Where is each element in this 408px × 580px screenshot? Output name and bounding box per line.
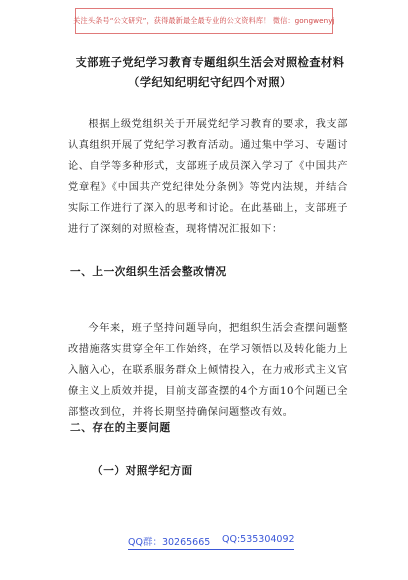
intro-paragraph: 根据上级党组织关于开展党纪学习教育的要求，我支部认真组织开展了党纪学习教育活动。通过集中学习、专题讨论、自学等多种形式，支部班子成员深入学习了《中国共产党章程》《中国共产党纪律处分条例》等党内法规，并结合实际工作进行了深入的思考和讨论。在此基础上，支部班子进行了深刻的对照检查，现将情况汇报如下： [68, 119, 348, 235]
section-heading-2: 二、存在的主要问题 [70, 422, 171, 434]
footer-underline [128, 549, 294, 550]
banner-text: 关注头条号“公文研究”，获得最新最全最专业的公文资料库！ 微信：gongwenyj [73, 16, 335, 25]
section-heading-1: 一、上一次组织生活会整改情况 [70, 266, 227, 278]
rectification-paragraph: 今年来，班子坚持问题导向，把组织生活会查摆问题整改措施落实贯穿全年工作始终，在学习领悟以及转化能力上入脑入心，在联系服务群众上倾情投入，在力戒形式主义官僚主义上质效并提，目前支部查摆的4个方面10个问题已全部整改到位，并将长期坚持确保问题整改有效。 [68, 323, 348, 418]
subsection-heading-1: （一）对照学纪方面 [92, 465, 193, 477]
footer-qq: QQ:535304092 [222, 534, 295, 545]
footer-qq-group: QQ群：30265665 [128, 537, 211, 548]
header-banner [75, 8, 333, 34]
document-title: 支部班子党纪学习教育专题组织生活会对照检查材料（学纪知纪明纪守纪四个对照） [75, 55, 345, 89]
